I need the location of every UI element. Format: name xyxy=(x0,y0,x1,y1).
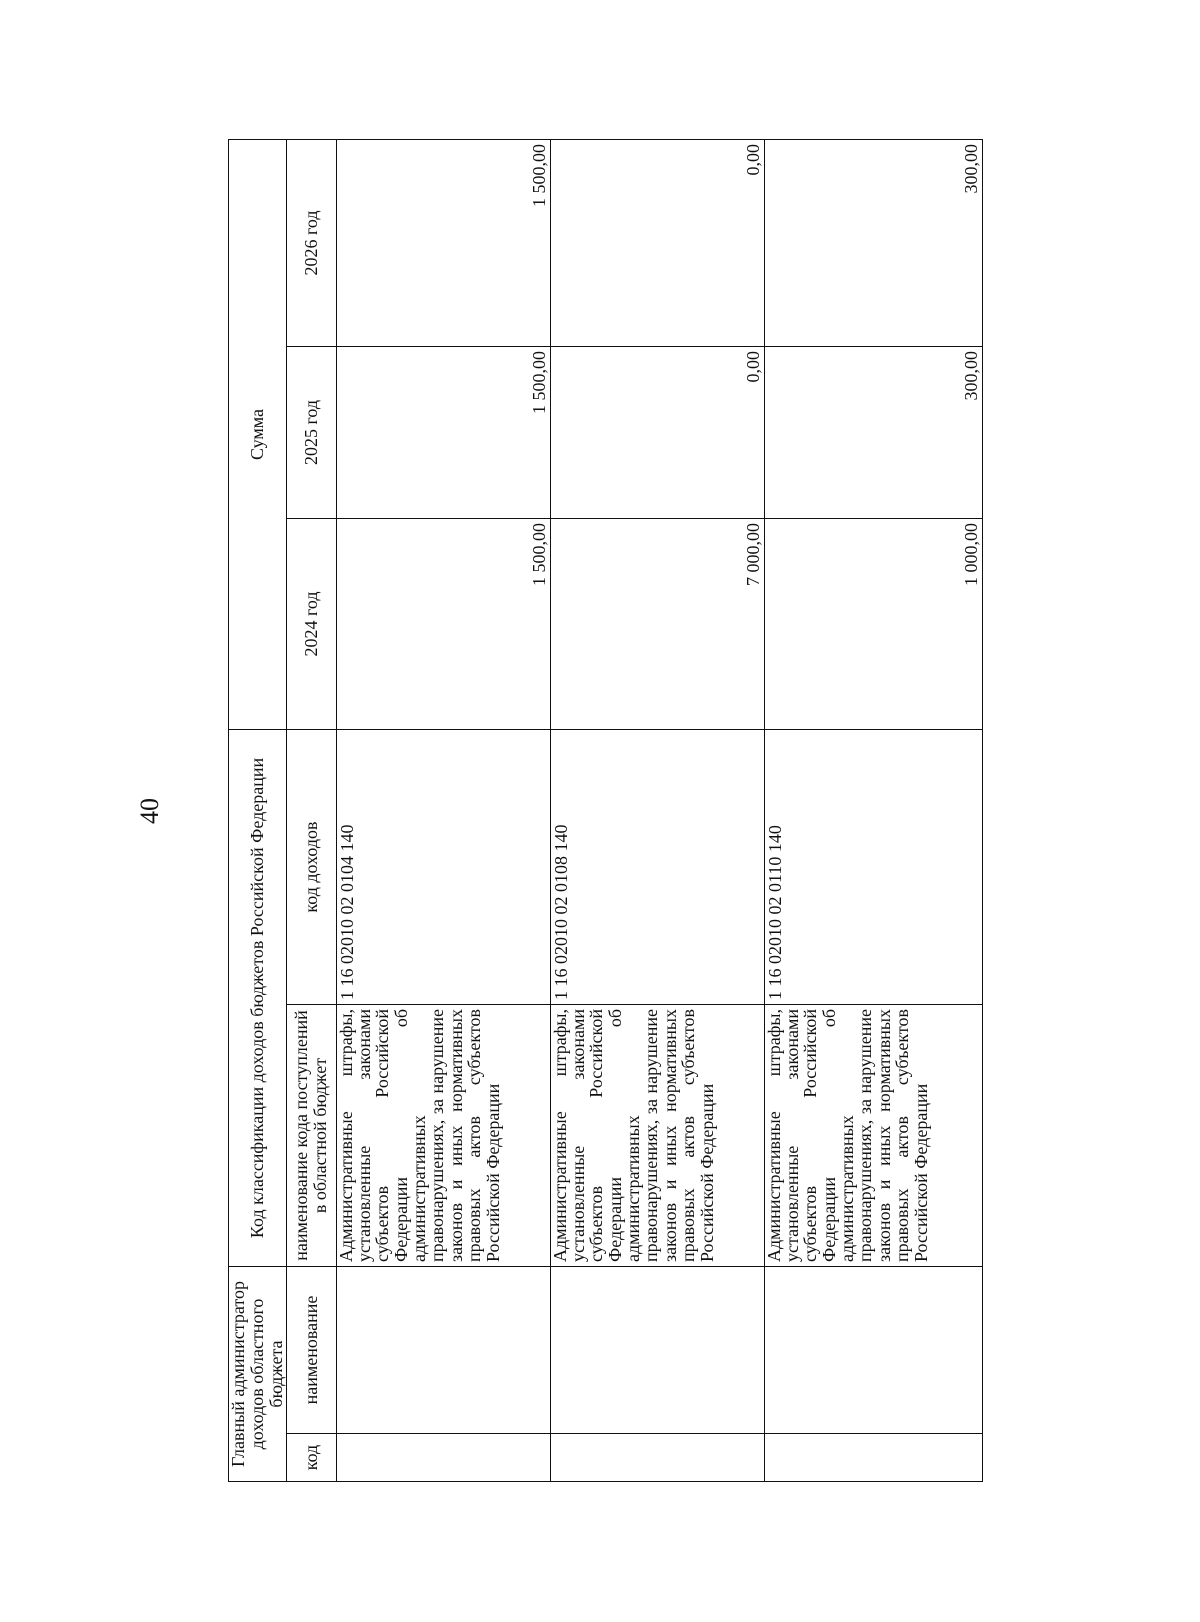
row-income-code: 1 16 02010 02 0108 140 xyxy=(550,730,764,1005)
row-admin-name xyxy=(764,1267,982,1434)
table-row xyxy=(764,139,982,1481)
row-sum-2024: 1 500,00 xyxy=(336,519,550,730)
table-row xyxy=(336,139,550,1481)
header-classification-group: Код классификации доходов бюджетов Российской Федерации xyxy=(229,730,287,1267)
row-income-code: 1 16 02010 02 0104 140 xyxy=(336,730,550,1005)
row-admin-name xyxy=(336,1267,550,1434)
row-sum-2024: 7 000,00 xyxy=(550,519,764,730)
row-sum-2026: 0,00 xyxy=(550,139,764,346)
header-sum-group: Сумма xyxy=(229,139,287,729)
row-sum-2025: 1 500,00 xyxy=(336,347,550,519)
row-admin-code xyxy=(764,1434,982,1482)
header-income-code: код доходов xyxy=(286,730,336,1005)
row-description: Административные штрафы, установленные законами субъектов Российской Федерации об административных правонарушениях, за нарушение законов и иных нормативных правовых актов субъектов Российской Федерации xyxy=(550,1005,764,1267)
header-admin-group: Главный администратор доходов областного бюджета xyxy=(229,1267,287,1482)
header-admin-name: наименование xyxy=(286,1267,336,1434)
header-year-2024: 2024 год xyxy=(286,519,336,730)
header-year-2025: 2025 год xyxy=(286,347,336,519)
row-description: Административные штрафы, установленные законами субъектов Российской Федерации об административных правонарушениях, за нарушение законов и иных нормативных правовых актов субъектов Российской Федерации xyxy=(336,1005,550,1267)
row-admin-code xyxy=(550,1434,764,1482)
header-year-2026: 2026 год xyxy=(286,139,336,346)
header-income-name: наименование кода поступлений в областной бюджет xyxy=(286,1005,336,1267)
row-income-code: 1 16 02010 02 0110 140 xyxy=(764,730,982,1005)
table-row xyxy=(550,139,764,1481)
row-admin-name xyxy=(550,1267,764,1434)
revenue-table xyxy=(228,139,983,1482)
row-sum-2025: 0,00 xyxy=(550,347,764,519)
row-description: Административные штрафы, установленные законами субъектов Российской Федерации об административных правонарушениях, за нарушение законов и иных нормативных правовых актов субъектов Российской Федерации xyxy=(764,1005,982,1267)
row-sum-2024: 1 000,00 xyxy=(764,519,982,730)
header-admin-code: код xyxy=(286,1434,336,1482)
rotated-table-container xyxy=(228,140,981,1482)
page-number: 40 xyxy=(135,798,164,824)
row-sum-2026: 1 500,00 xyxy=(336,139,550,346)
row-admin-code xyxy=(336,1434,550,1482)
row-sum-2025: 300,00 xyxy=(764,347,982,519)
row-sum-2026: 300,00 xyxy=(764,139,982,346)
